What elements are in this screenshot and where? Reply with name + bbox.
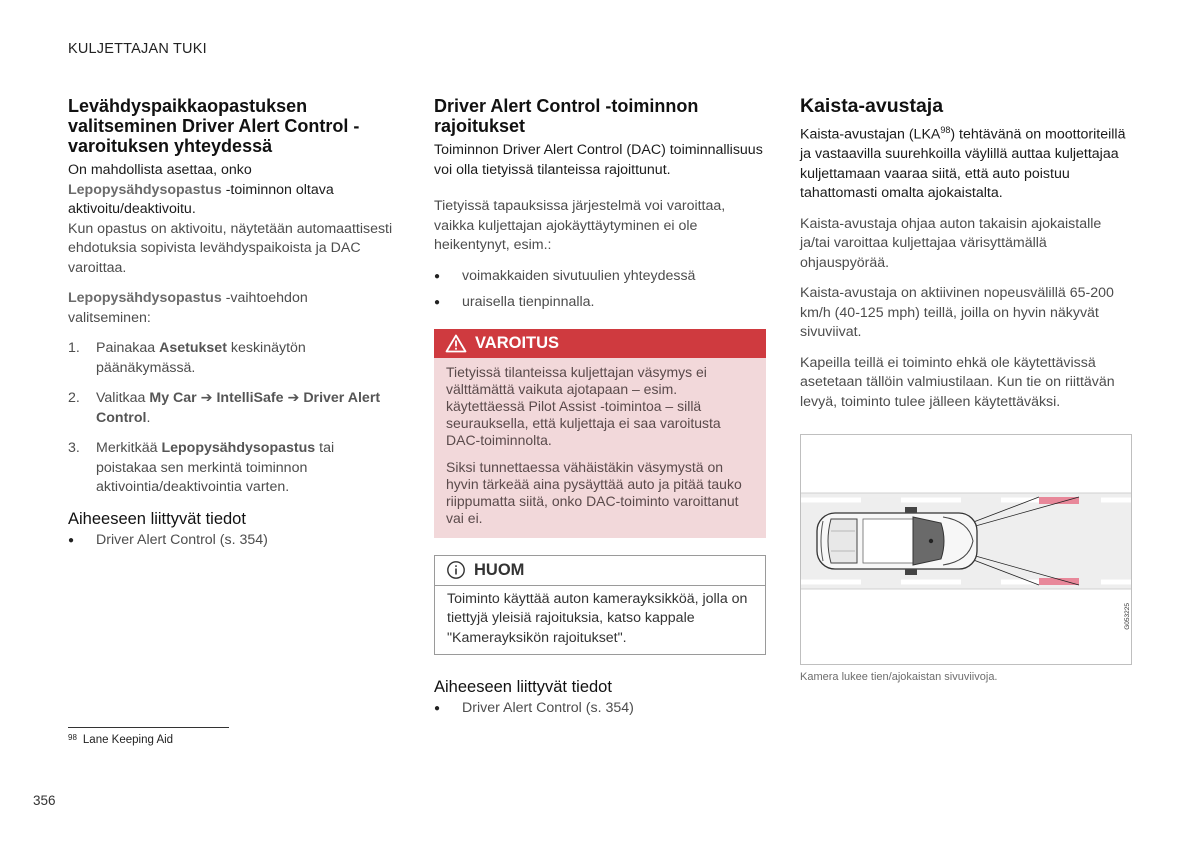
figure-code: G053225 — [1124, 603, 1131, 630]
intro-line: On mahdollista asettaa, onko — [68, 162, 252, 178]
warning-body — [434, 358, 766, 538]
page-number: 356 — [33, 793, 56, 808]
arrow-right-icon: ➔ — [287, 390, 300, 406]
paragraph-3 — [68, 289, 394, 328]
figure-caption: Kamera lukee tien/ajokaistan sivuviivoja. — [800, 671, 998, 684]
warning-header — [434, 329, 766, 358]
footnote-number: 98 — [68, 733, 77, 742]
warning-text: Siksi tunnettaessa vähäistäkin väsymystä on hyvin tärkeää aina pysäyttää auto ja pitää tauko riippumatta siitä, onko DAC-toiminto varoittanut vai ei. — [446, 458, 742, 526]
related-heading: Aiheeseen liittyvät tiedot — [434, 678, 612, 696]
note-header — [435, 556, 765, 586]
note-label: HUOM — [474, 560, 525, 579]
paragraph-3: Kaista-avustaja on aktiivinen nopeusvälillä 65-200 km/h (40-125 mph) teillä, joilla on hyvin näkyvät sivuviivat. — [800, 285, 1114, 341]
column-dac-limitations — [434, 96, 766, 729]
column-lane-keeping-aid — [800, 96, 1132, 683]
intro-rest: -toiminnon oltava aktivoitu/deaktivoitu. — [68, 181, 334, 217]
related-list — [68, 531, 394, 551]
warning-box — [434, 329, 766, 538]
footnote-ref[interactable]: 98 — [940, 125, 951, 135]
bullet-icon: ● — [68, 534, 75, 546]
setting-name: Lepopysähdysopastus — [68, 181, 222, 198]
paragraph-4: Kapeilla teillä ei toiminto ehkä ole käytettävissä asetetaan tällöin valmiustilaan. Kun tie on riittävän levyä, toiminto tulee jälleen käytettäväksi. — [800, 354, 1115, 410]
road-car-drawing — [801, 435, 1131, 664]
info-icon — [446, 560, 466, 580]
menu-label: My Car — [149, 390, 197, 406]
setting-name: Lepopysähdysopastus — [68, 290, 222, 306]
paragraph-3-rest: -vaihtoehdon valitseminen: — [68, 290, 308, 326]
step-item — [68, 389, 394, 428]
related-heading: Aiheeseen liittyvät tiedot — [68, 509, 246, 528]
paragraph-1: Kaista-avustajan (LKA$^{98}$) tehtävänä on moottoriteillä ja vastaavilla suurehkoilla väylillä auttaa kuljettajaa kuljettamaan vaaraa siitä, että auto poistuu tahattomasti omalta ajokaistalta. — [800, 125, 1126, 202]
warning-text: Tietyissä tilanteissa kuljettajan väsymys ei välttämättä vaikuta ajotapaan – esim. käytettäessä Pilot Assist -toimintoa – sillä seurauksella, että kuljettaja ei saa varoitusta DAC-toiminnolta. — [446, 363, 721, 448]
menu-label: Asetukset — [159, 340, 227, 356]
camera-icon — [929, 539, 933, 543]
step-item — [68, 339, 394, 378]
running-header: KULJETTAJAN TUKI — [68, 41, 207, 57]
column-rest-stop-guidance — [68, 96, 394, 560]
warning-triangle-icon — [445, 334, 467, 353]
step-number: 1. — [68, 340, 80, 356]
related-link[interactable]: ● Driver Alert Control (s. 354) — [434, 699, 766, 719]
section-title: Kaista-avustaja — [800, 95, 944, 117]
section-title: Levähdyspaikkaopastuksen valitseminen Driver Alert Control -varoituksen yhteydessä — [68, 96, 360, 156]
bullet-list — [434, 267, 766, 313]
footnote — [68, 733, 173, 746]
step-text: Merkitkää Lepopysähdysopastus tai poistakaa sen merkintä toiminnon aktivointia/deaktivointia varten. — [96, 440, 335, 495]
intro-paragraph — [68, 181, 394, 220]
step-text: Valitkaa My Car ➔ IntelliSafe ➔ Driver Alert Control. — [96, 390, 381, 426]
note-body — [435, 586, 765, 655]
related-link[interactable]: ● Driver Alert Control (s. 354) — [68, 531, 394, 551]
step-text: Painakaa Asetukset keskinäytön päänäkymässä. — [96, 340, 306, 376]
footnote-text: Lane Keeping Aid — [82, 734, 174, 746]
step-list — [68, 339, 394, 498]
section-title: Driver Alert Control -toiminnon rajoitukset — [434, 96, 699, 136]
paragraph-2: Tietyissä tapauksissa järjestelmä voi varoittaa, vaikka kuljettajan ajokäyttäytyminen ei ole heikentynyt, esim.: — [434, 198, 726, 253]
related-list — [434, 699, 766, 719]
note-box — [434, 555, 766, 656]
paragraph-1: Toiminnon Driver Alert Control (DAC) toiminnallisuus voi olla tietyissä tilanteissa rajoittunut. — [434, 142, 763, 178]
step-item — [68, 439, 394, 498]
list-item: ● uraisella tienpinnalla. — [434, 293, 766, 313]
note-text: Toiminto käyttää auton kamerayksikköä, jolla on tiettyjä yleisiä rajoituksia, katso kappale "Kamerayksikön rajoitukset". — [447, 590, 748, 646]
bullet-icon: ● — [434, 270, 441, 282]
lane-camera-illustration — [800, 434, 1132, 665]
footnote-divider — [68, 727, 229, 728]
menu-label: IntelliSafe — [216, 390, 284, 406]
arrow-right-icon: ➔ — [200, 390, 213, 406]
bullet-icon: ● — [434, 297, 441, 308]
step-number: 3. — [68, 440, 80, 456]
car-top-view — [817, 507, 977, 575]
menu-label: Driver Alert Control — [96, 390, 381, 426]
paragraph-2: Kun opastus on aktivoitu, näytetään automaattisesti ehdotuksia sopivista levähdyspaikoista ja DAC varoittaa. — [68, 220, 393, 276]
step-number: 2. — [68, 390, 80, 406]
paragraph-2: Kaista-avustaja ohjaa auton takaisin ajokaistalle ja/tai varoittaa kuljettajaa värisyttämällä ohjauspyörää. — [800, 215, 1102, 271]
bullet-icon: ● — [434, 703, 441, 714]
menu-label: Lepopysähdysopastus — [161, 440, 316, 456]
warning-label: VAROITUS — [475, 333, 560, 352]
list-item: ● voimakkaiden sivutuulien yhteydessä — [434, 267, 766, 287]
